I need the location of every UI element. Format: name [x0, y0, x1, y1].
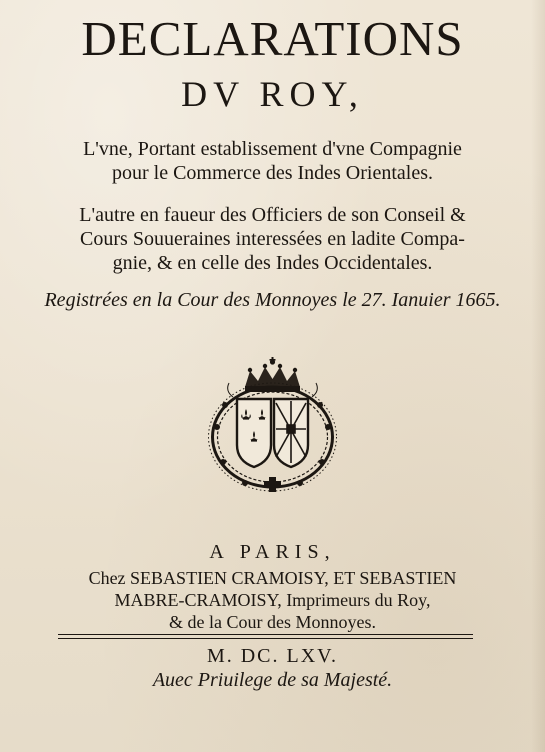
paragraph-line: Cours Souueraines interessées en ladite Compa- [80, 228, 465, 250]
divider-rule [58, 638, 473, 639]
paragraph-line: gnie, & en celle des Indes Occidentales. [112, 252, 433, 274]
main-title: DECLARATIONS [81, 11, 464, 66]
royal-coat-of-arms-icon [205, 357, 340, 492]
paragraph-first-declaration [40, 137, 505, 185]
imprint-place: A PARIS, [209, 541, 336, 563]
imprint-line: Chez SEBASTIEN CRAMOISY, ET SEBASTIEN [88, 568, 457, 588]
paragraph-line: L'autre en faueur des Officiers de son Conseil & [79, 204, 466, 226]
subtitle-du-roy: DV ROY, [181, 74, 364, 114]
page-edge-shadow [531, 0, 545, 752]
paragraph-second-declaration [40, 203, 505, 275]
paragraph-line: pour le Commerce des Indes Orientales. [111, 162, 433, 184]
publication-year: M. DC. LXV. [206, 645, 339, 667]
registration-note: Registrées en la Cour des Monnoyes le 27. Ianuier 1665. [44, 289, 501, 311]
imprint-line: MABRE-CRAMOISY, Imprimeurs du Roy, [114, 590, 431, 610]
imprint-line: & de la Cour des Monnoyes. [169, 612, 376, 632]
divider-rule [58, 634, 473, 635]
privilege-note: Auec Priuilege de sa Majesté. [152, 669, 393, 691]
paragraph-line: L'vne, Portant establissement d'vne Compagnie [83, 138, 462, 160]
